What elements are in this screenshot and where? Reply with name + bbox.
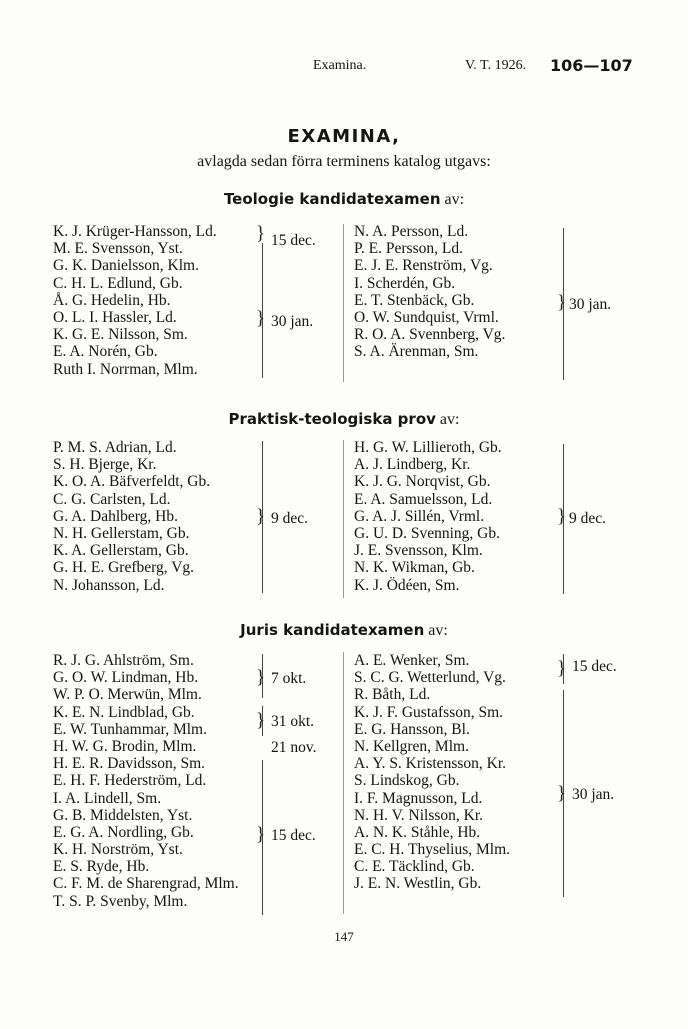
- list-item: Ruth I. Norrman, Mlm.: [53, 360, 198, 378]
- exam-date: 15 dec.: [271, 827, 316, 844]
- list-item: A. J. Lindberg, Kr.: [354, 456, 471, 474]
- list-item: C. G. Carlsten, Ld.: [53, 490, 171, 508]
- list-item: H. E. R. Davidsson, Sm.: [53, 755, 205, 773]
- list-item: C. H. L. Edlund, Gb.: [53, 274, 183, 292]
- list-item: G. U. D. Svenning, Gb.: [354, 524, 500, 542]
- list-item: G. O. W. Lindman, Hb.: [53, 669, 199, 687]
- running-title: Examina.: [313, 58, 367, 73]
- list-item: G. K. Danielsson, Klm.: [53, 257, 199, 275]
- list-item: K. J. Ödéen, Sm.: [354, 576, 460, 594]
- section-heading-title: Praktisk-teologiska prov: [228, 410, 436, 428]
- section-heading-teologie: [0, 190, 688, 209]
- list-item: E. H. F. Hederström, Ld.: [53, 772, 207, 790]
- brace-icon: }: [256, 667, 266, 688]
- list-item: N. Johansson, Ld.: [53, 576, 165, 594]
- list-item: K. G. E. Nilsson, Sm.: [53, 326, 188, 344]
- name-list-right: [354, 223, 505, 361]
- list-item: N. Kellgren, Mlm.: [354, 737, 469, 755]
- list-item: H. G. W. Lillieroth, Gb.: [354, 439, 502, 456]
- column-divider: [343, 224, 344, 382]
- column-divider: [343, 440, 344, 598]
- section-heading-title: Teologie kandidatexamen: [223, 190, 441, 208]
- name-list-right: [354, 439, 502, 594]
- list-item: G. A. J. Sillén, Vrml.: [354, 507, 485, 525]
- list-item: E. C. H. Thyselius, Mlm.: [354, 841, 511, 859]
- list-item: I. Scherdén, Gb.: [354, 274, 456, 292]
- list-item: G. A. Dahlberg, Hb.: [53, 507, 178, 525]
- brace-icon: }: [256, 223, 266, 244]
- list-item: O. L. I. Hassler, Ld.: [53, 308, 177, 326]
- list-item: K. A. Gellerstam, Gb.: [53, 542, 189, 560]
- list-item: E. J. E. Renström, Vg.: [354, 257, 493, 275]
- list-item: A. N. K. Ståhle, Hb.: [354, 823, 481, 841]
- volume-label: V. T. 1926.: [465, 58, 527, 73]
- name-list-left: [53, 652, 239, 910]
- column-divider: [343, 652, 344, 914]
- list-item: S. A. Ärenman, Sm.: [354, 343, 479, 361]
- list-item: K. O. A. Bäfverfeldt, Gb.: [53, 473, 211, 491]
- list-item: C. F. M. de Sharengrad, Mlm.: [53, 875, 239, 893]
- list-item: E. A. Norén, Gb.: [53, 343, 158, 361]
- list-item: N. H. Gellerstam, Gb.: [53, 524, 190, 542]
- page-subtitle: avlagda sedan förra terminens katalog utgavs:: [197, 153, 491, 170]
- list-item: M. E. Svensson, Yst.: [53, 240, 183, 258]
- brace-icon: }: [557, 658, 567, 679]
- list-item: R. Båth, Ld.: [354, 686, 431, 704]
- brace-icon: }: [256, 824, 266, 845]
- exam-date: 7 okt.: [271, 670, 307, 687]
- list-item: I. F. Magnusson, Ld.: [354, 789, 483, 807]
- name-list-right: [354, 652, 510, 893]
- section-heading-suffix: av:: [439, 411, 460, 428]
- list-item: R. J. G. Ahlström, Sm.: [53, 652, 194, 669]
- exam-date: 9 dec.: [271, 510, 309, 527]
- list-item: S. C. G. Wetterlund, Vg.: [354, 669, 506, 687]
- exam-date: 31 okt.: [271, 713, 315, 730]
- list-item: N. K. Wikman, Gb.: [354, 559, 475, 577]
- list-item: W. P. O. Merwün, Mlm.: [53, 686, 202, 704]
- brace-icon: }: [256, 506, 266, 527]
- exam-date: 30 jan.: [271, 313, 314, 330]
- brace-icon: }: [256, 710, 266, 731]
- list-item: S. Lindskog, Gb.: [354, 772, 460, 790]
- list-item: I. A. Lindell, Sm.: [53, 789, 162, 807]
- list-item: Å. G. Hedelin, Hb.: [53, 291, 171, 309]
- page-number-range: 106—107: [550, 56, 633, 75]
- page-title: EXAMINA,: [287, 126, 401, 147]
- brace-icon: }: [557, 506, 567, 527]
- list-item: K. J. Krüger-Hansson, Ld.: [53, 223, 217, 240]
- list-item: E. T. Stenbäck, Gb.: [354, 291, 475, 309]
- list-item: P. M. S. Adrian, Ld.: [53, 439, 177, 456]
- list-item: H. W. G. Brodin, Mlm.: [53, 737, 197, 755]
- list-item: A. Y. S. Kristensson, Kr.: [354, 755, 507, 773]
- list-item: E. G. Hansson, Bl.: [354, 720, 470, 738]
- list-item: E. A. Samuelsson, Ld.: [354, 490, 493, 508]
- section-heading-suffix: av:: [444, 191, 465, 208]
- exam-date: 15 dec.: [271, 232, 316, 249]
- name-list-left: [53, 223, 217, 378]
- exam-date: 21 nov.: [271, 739, 317, 756]
- list-item: P. E. Persson, Ld.: [354, 240, 463, 258]
- exam-date: 30 jan.: [569, 296, 612, 313]
- section-heading-title: Juris kandidatexamen: [240, 621, 425, 639]
- list-item: K. J. F. Gustafsson, Sm.: [354, 703, 504, 721]
- list-item: C. E. Täcklind, Gb.: [354, 858, 475, 876]
- list-item: N. H. V. Nilsson, Kr.: [354, 806, 484, 824]
- exam-date: 9 dec.: [569, 510, 607, 527]
- section-heading-praktisk: [0, 410, 688, 429]
- exam-date: 30 jan.: [572, 786, 615, 803]
- list-item: J. E. Svensson, Klm.: [354, 542, 483, 560]
- name-list-left: [53, 439, 210, 594]
- list-item: T. S. P. Svenby, Mlm.: [53, 892, 188, 910]
- brace-icon: }: [557, 783, 567, 804]
- section-heading-suffix: av:: [428, 622, 448, 639]
- list-item: R. O. A. Svennberg, Vg.: [354, 326, 506, 344]
- list-item: K. H. Norström, Yst.: [53, 841, 183, 859]
- list-item: J. E. N. Westlin, Gb.: [354, 875, 482, 893]
- list-item: S. H. Bjerge, Kr.: [53, 456, 157, 474]
- list-item: G. H. E. Grefberg, Vg.: [53, 559, 195, 577]
- footer-page-number: 147: [334, 929, 354, 944]
- list-item: G. B. Middelsten, Yst.: [53, 806, 193, 824]
- exam-date: 15 dec.: [572, 658, 617, 675]
- list-item: E. G. A. Nordling, Gb.: [53, 823, 194, 841]
- list-item: N. A. Persson, Ld.: [354, 223, 469, 240]
- list-item: A. E. Wenker, Sm.: [354, 652, 470, 669]
- list-item: K. J. G. Norqvist, Gb.: [354, 473, 491, 491]
- brace-icon: }: [256, 308, 266, 329]
- list-item: O. W. Sundquist, Vrml.: [354, 308, 499, 326]
- list-item: K. E. N. Lindblad, Gb.: [53, 703, 195, 721]
- list-item: E. W. Tunhammar, Mlm.: [53, 720, 207, 738]
- list-item: E. S. Ryde, Hb.: [53, 858, 150, 876]
- brace-icon: }: [557, 292, 567, 313]
- section-heading-juris: [0, 621, 688, 640]
